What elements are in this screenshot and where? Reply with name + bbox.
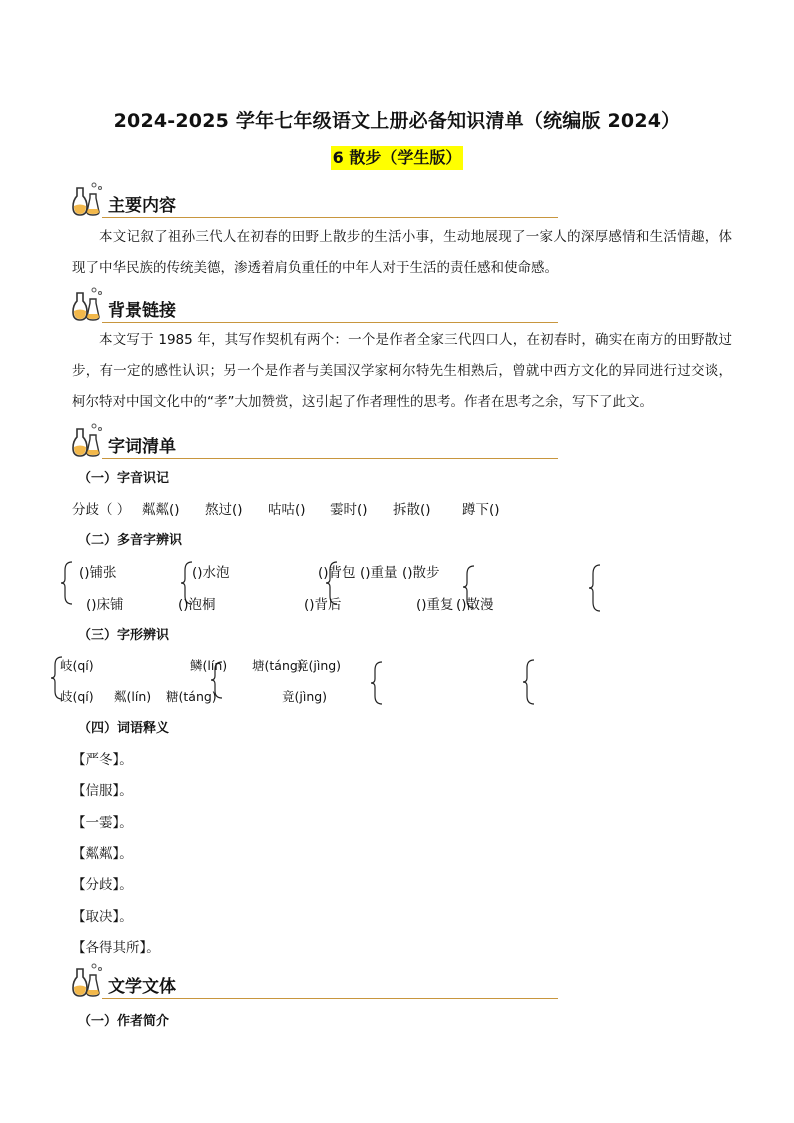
shape-item: 糖(táng) <box>166 689 217 704</box>
shape-item: 塘(táng) <box>252 658 303 673</box>
section-header-background <box>72 287 558 323</box>
definition-item: 【一霎】。 <box>72 815 133 831</box>
subheading-polyphonic: （二）多音字辨识 <box>78 533 183 548</box>
pron-item: 粼粼() <box>142 502 180 518</box>
subheading-pronunciation: （一）字音识记 <box>78 471 170 486</box>
poly-item: ()重量 <box>360 565 398 581</box>
section-header-main <box>72 182 558 218</box>
section-header-literature <box>72 963 558 999</box>
shape-item: 岐(qí) <box>60 658 94 673</box>
poly-item: ()重复 <box>416 597 454 613</box>
section-rule <box>102 458 558 459</box>
brace-symbol <box>370 660 384 706</box>
poly-item: ()背包 <box>318 565 356 581</box>
subheading-author: （一）作者简介 <box>78 1014 170 1029</box>
page-title: 2024-2025 学年七年级语文上册必备知识清单（统编版 2024） <box>113 110 681 132</box>
flask-icon <box>72 423 104 459</box>
definition-item: 【取决】。 <box>72 909 133 925</box>
poly-item: ()背后 <box>304 597 342 613</box>
definition-item: 【信服】。 <box>72 783 133 799</box>
flask-icon <box>72 963 104 999</box>
definition-item: 【粼粼】。 <box>72 846 133 862</box>
section-rule <box>102 322 558 323</box>
section-title-background: 背景链接 <box>108 301 176 321</box>
section-header-words <box>72 423 558 459</box>
subtitle-wrap <box>0 146 794 170</box>
poly-item: ()铺张 <box>79 565 117 581</box>
poly-item: ()床铺 <box>86 597 124 613</box>
poly-item: ()散漫 <box>456 597 494 613</box>
pron-item: 蹲下() <box>462 502 500 518</box>
shape-item: 竟(jìng) <box>296 658 342 673</box>
pron-item: 霎时() <box>330 502 368 518</box>
pron-item: 咕咕() <box>268 502 306 518</box>
shape-item: 粼(lín) <box>114 689 152 704</box>
pron-item: 分歧（ ） <box>72 502 131 518</box>
section-title-main: 主要内容 <box>108 196 176 216</box>
brace-symbol <box>522 658 536 706</box>
shape-item: 歧(qí) <box>60 689 94 704</box>
main-content-paragraph: 本文记叙了祖孙三代人在初春的田野上散步的生活小事，生动地展现了一家人的深厚感情和生活情趣，体现了中华民族的传统美德，渗透着肩负重任的中年人对于生活的责任感和使命感。 <box>72 229 732 276</box>
subtitle: 6 散步（学生版） <box>331 146 464 170</box>
brace-symbol <box>60 560 74 606</box>
brace-symbol <box>588 563 602 613</box>
flask-icon <box>72 182 104 218</box>
shape-item: 竟(jìng) <box>282 689 328 704</box>
shape-item: 鳞(lín) <box>190 658 228 673</box>
definition-item: 【严冬】。 <box>72 752 133 768</box>
background-paragraph: 本文写于 1985 年，其写作契机有两个：一个是作者全家三代四口人，在初春时，确实在南方的田野散过步，有一定的感性认识；另一个是作者与美国汉学家柯尔特先生相熟后，曾就中西方文化的异同进行过交谈，柯尔特对中国文化中的“孝”大加赞赏，这引起了作者理性的思考。作者在思考之余，写下了此文。 <box>72 332 732 410</box>
section-title-words: 字词清单 <box>108 437 176 457</box>
poly-item: ()散步 <box>402 565 440 581</box>
subheading-definitions: （四）词语释义 <box>78 721 170 736</box>
section-rule <box>102 998 558 999</box>
definition-item: 【各得其所】。 <box>72 940 160 956</box>
subheading-char-shape: （三）字形辨识 <box>78 628 170 643</box>
poly-item: ()水泡 <box>192 565 230 581</box>
pron-item: 拆散() <box>393 502 431 518</box>
flask-icon <box>72 287 104 323</box>
definition-item: 【分歧】。 <box>72 877 133 893</box>
section-title-literature: 文学文体 <box>108 977 176 997</box>
pron-item: 熬过() <box>205 502 243 518</box>
section-rule <box>102 217 558 218</box>
poly-item: ()泡桐 <box>178 597 216 613</box>
